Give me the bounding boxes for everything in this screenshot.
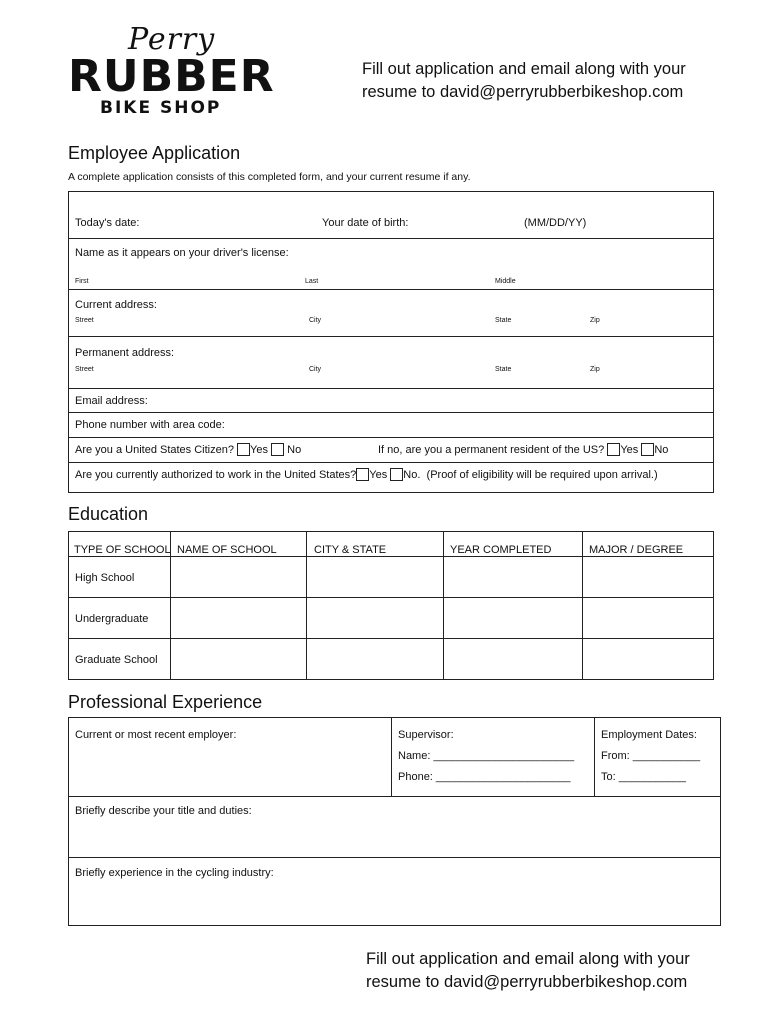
divider — [68, 462, 714, 463]
column-header: YEAR COMPLETED — [450, 544, 552, 556]
resident-question-text: If no, are you a permanent resident of the US? — [378, 444, 605, 456]
yes-label: Yes — [250, 444, 268, 456]
page-subtitle: A complete application consists of this completed form, and your current resume if any. — [68, 171, 471, 183]
header-instruction — [362, 58, 722, 104]
resident-question — [378, 443, 668, 456]
email-field[interactable]: Email address: — [75, 395, 148, 407]
current-zip-field[interactable]: Zip — [590, 317, 600, 324]
first-name-field[interactable]: First — [75, 278, 89, 285]
logo-perry-script: Perry — [128, 22, 216, 57]
name-label: Name as it appears on your driver's license: — [75, 247, 289, 259]
column-header: MAJOR / DEGREE — [589, 544, 684, 556]
table-row-label: High School — [75, 572, 135, 584]
no-label: No. — [403, 469, 421, 481]
supervisor-label: Supervisor: — [398, 729, 454, 741]
date-to-field[interactable]: To: ___________ — [601, 771, 687, 783]
middle-name-field[interactable]: Middle — [495, 278, 516, 285]
duties-field[interactable]: Briefly describe your title and duties: — [75, 805, 252, 817]
table-row-label: Graduate School — [75, 654, 158, 666]
yes-label: Yes — [620, 444, 639, 456]
permanent-city-field[interactable]: City — [309, 366, 322, 373]
footer-instruction — [366, 948, 726, 994]
experience-section — [68, 717, 721, 926]
divider — [68, 556, 714, 557]
footer-instruction-line2: resume to david@perryrubberbikeshop.com — [366, 973, 688, 991]
experience-heading: Professional Experience — [68, 692, 263, 712]
proof-note: (Proof of eligibility will be required upon arrival.) — [426, 469, 658, 481]
employment-dates-label: Employment Dates: — [601, 729, 697, 741]
no-label: No — [287, 444, 302, 456]
dob-format-hint: (MM/DD/YY) — [524, 217, 587, 229]
cycling-experience-field[interactable]: Briefly experience in the cycling industry: — [75, 867, 274, 879]
column-header: NAME OF SCHOOL — [177, 544, 277, 556]
citizen-yes-checkbox[interactable] — [237, 443, 250, 456]
education-heading: Education — [68, 504, 149, 524]
divider — [306, 531, 307, 680]
divider — [68, 638, 714, 639]
current-city-field[interactable]: City — [309, 317, 322, 324]
column-header: TYPE OF SCHOOL — [74, 544, 171, 556]
divider — [68, 796, 721, 797]
authorized-question-text: Are you currently authorized to work in the United States? — [75, 469, 357, 481]
column-header: CITY & STATE — [314, 544, 387, 556]
yes-label: Yes — [369, 469, 388, 481]
header-instruction-line2: resume to david@perryrubberbikeshop.com — [362, 83, 684, 101]
divider — [391, 717, 392, 796]
authorized-yes-checkbox[interactable] — [356, 468, 369, 481]
authorized-no-checkbox[interactable] — [390, 468, 403, 481]
citizen-question-text: Are you a United States Citizen? — [75, 444, 234, 456]
supervisor-name-field[interactable]: Name: _______________________ — [398, 750, 575, 762]
current-address-label: Current address: — [75, 299, 157, 311]
divider — [582, 531, 583, 680]
page-title: Employee Application — [68, 143, 241, 163]
divider — [68, 437, 714, 438]
date-of-birth-field[interactable]: Your date of birth: — [322, 217, 409, 229]
table-row-label: Undergraduate — [75, 613, 149, 625]
phone-field[interactable]: Phone number with area code: — [75, 419, 225, 431]
divider — [68, 238, 714, 239]
no-label: No — [654, 444, 669, 456]
divider — [68, 289, 714, 290]
logo-rubber-wordmark: RUBBER — [68, 51, 275, 102]
date-from-field[interactable]: From: ___________ — [601, 750, 701, 762]
supervisor-phone-field[interactable]: Phone: ______________________ — [398, 771, 571, 783]
permanent-state-field[interactable]: State — [495, 366, 512, 373]
divider — [68, 336, 714, 337]
last-name-field[interactable]: Last — [305, 278, 319, 285]
header-instruction-line1: Fill out application and email along with your — [362, 60, 686, 78]
divider — [68, 597, 714, 598]
logo-bike-shop: BIKE SHOP — [100, 98, 222, 118]
todays-date-field[interactable]: Today's date: — [75, 217, 140, 229]
citizen-question — [75, 443, 301, 456]
current-street-field[interactable]: Street — [75, 317, 94, 324]
employer-field[interactable]: Current or most recent employer: — [75, 729, 237, 741]
resident-yes-checkbox[interactable] — [607, 443, 620, 456]
divider — [443, 531, 444, 680]
permanent-address-label: Permanent address: — [75, 347, 175, 359]
permanent-street-field[interactable]: Street — [75, 366, 94, 373]
shop-logo — [68, 22, 275, 122]
divider — [594, 717, 595, 796]
work-authorization-question — [75, 468, 658, 481]
footer-instruction-line1: Fill out application and email along with your — [366, 950, 690, 968]
divider — [68, 388, 714, 389]
divider — [68, 412, 714, 413]
permanent-zip-field[interactable]: Zip — [590, 366, 600, 373]
current-state-field[interactable]: State — [495, 317, 512, 324]
resident-no-checkbox[interactable] — [641, 443, 654, 456]
citizen-no-checkbox[interactable] — [271, 443, 284, 456]
divider — [68, 857, 721, 858]
